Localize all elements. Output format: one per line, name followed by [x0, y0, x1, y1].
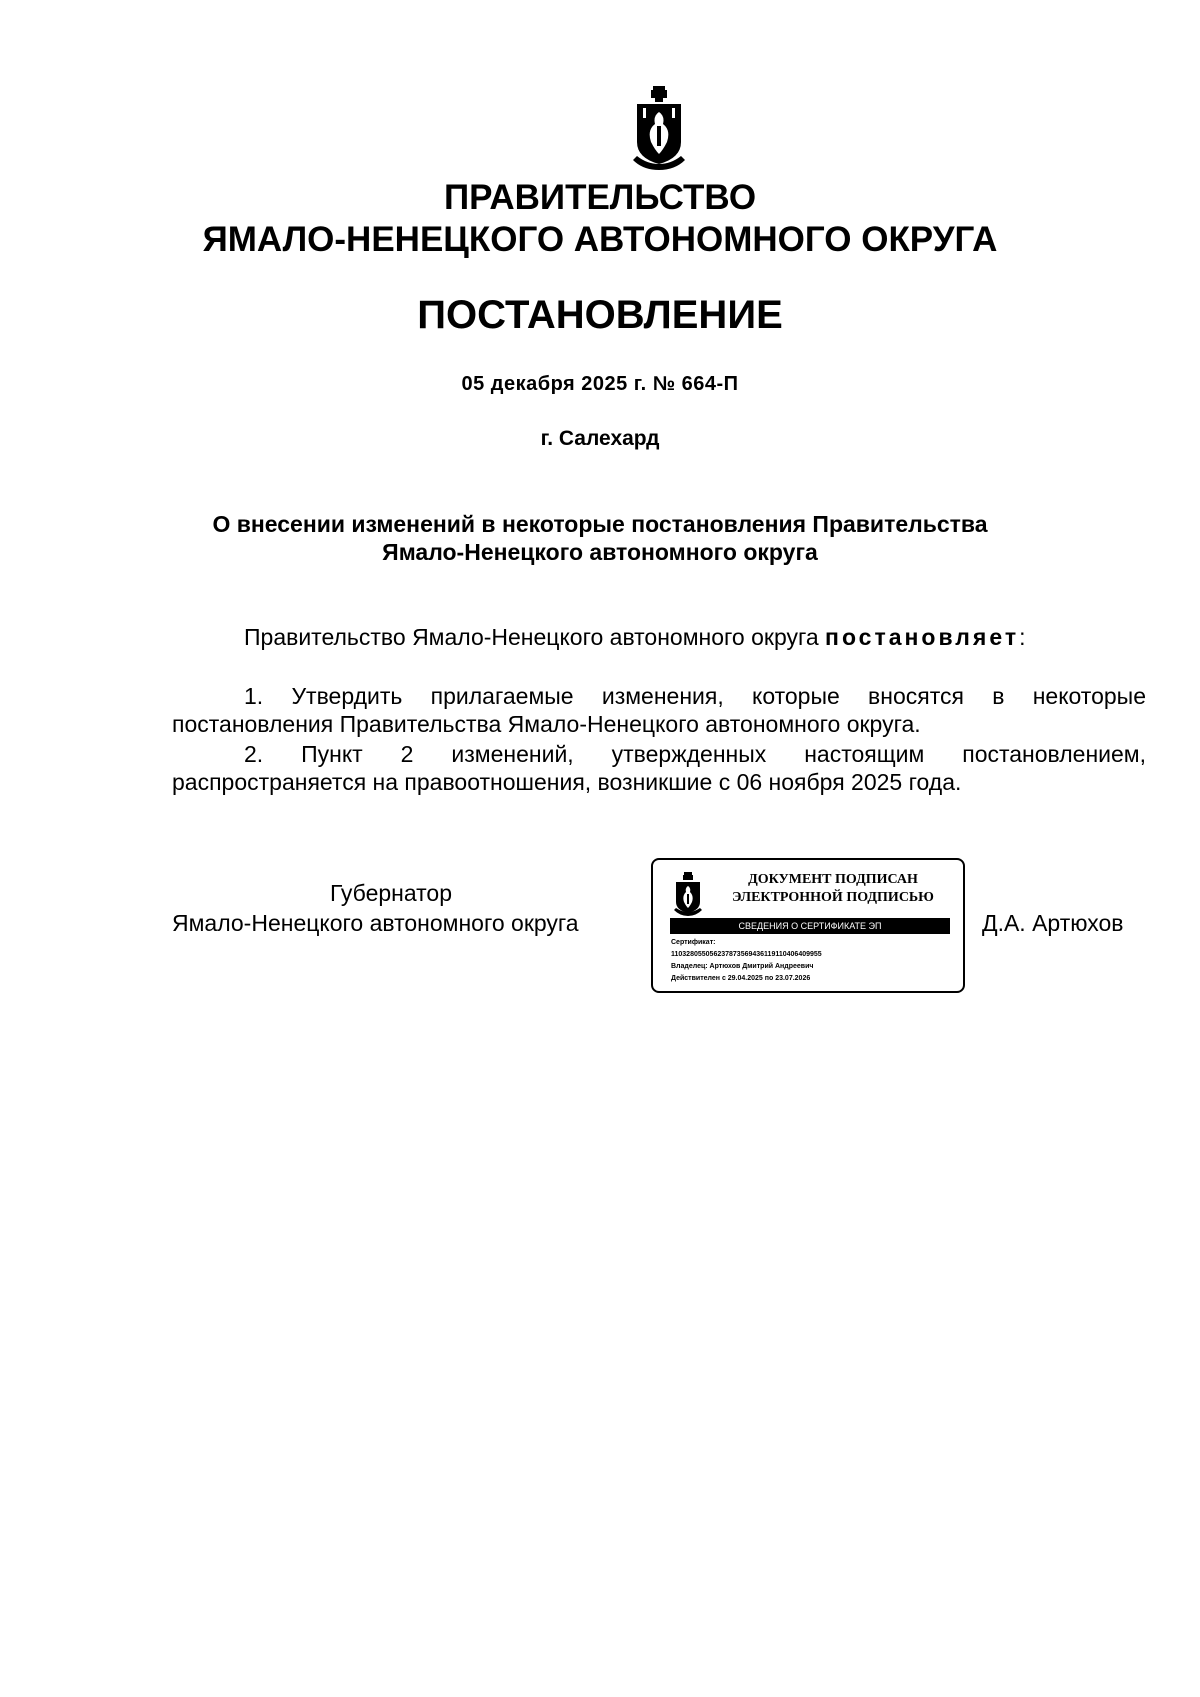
stamp-heading-line1: ДОКУМЕНТ ПОДПИСАН: [748, 872, 918, 887]
paragraph-1-line2: постановления Правительства Ямало-Ненецкого автономного округа.: [172, 711, 921, 737]
paragraph-1-line1: 1. Утвердить прилагаемые изменения, которые вносятся в некоторые: [244, 683, 1146, 709]
paragraph-2-line2: распространяется на правоотношения, возникшие с 06 ноября 2025 года.: [172, 769, 962, 795]
stamp-certificate-bar: СВЕДЕНИЯ О СЕРТИФИКАТЕ ЭП: [670, 918, 950, 934]
preamble-colon: :: [1019, 624, 1026, 650]
e-signature-stamp: [651, 858, 965, 993]
subject-line2: Ямало-Ненецкого автономного округа: [382, 539, 818, 565]
document-city: г. Салехард: [540, 427, 660, 450]
signatory-name: Д.А. Артюхов: [982, 910, 1124, 936]
stamp-heading-line2: ЭЛЕКТРОННОЙ ПОДПИСЬЮ: [732, 890, 934, 905]
stamp-owner: Владелец: Артюхов Дмитрий Андреевич: [671, 963, 814, 970]
preamble: [244, 624, 1025, 651]
stamp-certificate-label: Сертификат:: [671, 939, 716, 946]
signatory-position-line2: Ямало-Ненецкого автономного округа: [172, 910, 579, 936]
preamble-text: Правительство Ямало-Ненецкого автономного округа: [244, 624, 826, 650]
preamble-emphasis: постановляет: [825, 624, 1020, 650]
yanao-coat-of-arms-icon: [633, 86, 685, 172]
subject-line1: О внесении изменений в некоторые постановления Правительства: [212, 511, 988, 537]
document-type: ПОСТАНОВЛЕНИЕ: [417, 293, 783, 337]
authority-title-line1: ПРАВИТЕЛЬСТВО: [443, 178, 757, 217]
stamp-validity: Действителен с 29.04.2025 по 23.07.2026: [671, 975, 811, 982]
authority-title-line2: ЯМАЛО-НЕНЕЦКОГО АВТОНОМНОГО ОКРУГА: [202, 220, 998, 259]
stamp-coat-of-arms-icon: [674, 872, 702, 916]
document-date-number: 05 декабря 2025 г. № 664-П: [461, 373, 739, 395]
paragraph-2-line1: 2. Пункт 2 изменений, утвержденных настоящим постановлением,: [244, 741, 1146, 767]
stamp-certificate-number: 110328055056237873569436119110406409955: [671, 951, 822, 958]
signatory-position-line1: Губернатор: [330, 880, 453, 906]
